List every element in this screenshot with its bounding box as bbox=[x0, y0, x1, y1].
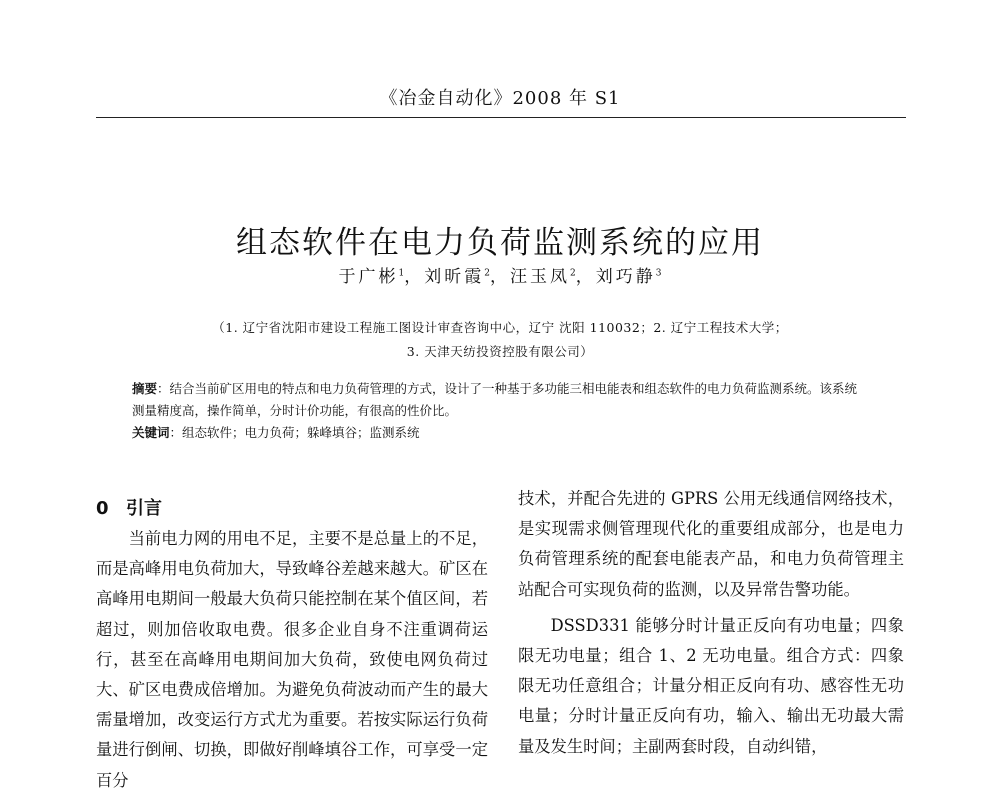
right-column bbox=[518, 484, 904, 762]
author-name: 汪玉凤 bbox=[510, 267, 570, 287]
author-list bbox=[0, 262, 1000, 287]
body-paragraph-1: 技术，并配合先进的 GPRS 公用无线通信网络技术，是实现需求侧管理现代化的重要组成部分，也是电力负荷管理系统的配套电能表产品，和电力负荷管理主站配合可实现负荷的监测，以及异常告警功能。 bbox=[518, 489, 904, 599]
section-heading bbox=[96, 496, 488, 522]
author-separator: ， bbox=[575, 267, 596, 287]
journal-header: 《冶金自动化》2008 年 S1 bbox=[379, 88, 621, 109]
keywords bbox=[132, 422, 868, 444]
section-title: 引言 bbox=[126, 498, 162, 519]
author-affiliation-mark: 1 bbox=[398, 268, 405, 279]
affiliation-line-1: （1. 辽宁省沈阳市建设工程施工图设计审查咨询中心，辽宁 沈阳 110032；2. 辽宁工程技术大学； bbox=[212, 320, 788, 335]
author-separator: ， bbox=[404, 267, 425, 287]
intro-paragraph: 当前电力网的用电不足，主要不是总量上的不足，而是高峰用电负荷加大，导致峰谷差越来越大。矿区在高峰用电期间一般最大负荷只能控制在某个值区间，若超过，则加倍收取电费。很多企业自身不注重调荷运行，甚至在高峰用电期间加大负荷，致使电网负荷过大、矿区电费成倍增加。为避免负荷波动而产生的最大需量增加，改变运行方式尤为重要。若按实际运行负荷量进行倒闸、切换，即做好削峰填谷工作，可享受一定百分 bbox=[96, 529, 488, 790]
abstract-text: ：结合当前矿区用电的特点和电力负荷管理的方式，设计了一种基于多功能三相电能表和组态软件的电力负荷监测系统。该系统测量精度高，操作简单，分时计价功能，有很高的性价比。 bbox=[132, 381, 858, 418]
keywords-text: ：组态软件；电力负荷；躲峰填谷；监测系统 bbox=[169, 425, 420, 440]
keywords-label: 关键词 bbox=[132, 425, 170, 440]
author-separator: ， bbox=[490, 267, 510, 287]
abstract-block bbox=[132, 378, 868, 444]
author-name: 于广彬 bbox=[338, 267, 399, 287]
section-number: 0 bbox=[96, 498, 109, 519]
author-name: 刘昕霞 bbox=[424, 267, 485, 287]
author-name: 刘巧静 bbox=[595, 267, 656, 287]
header-rule bbox=[96, 117, 906, 118]
abstract bbox=[132, 378, 868, 422]
affiliation-line-2: 3. 天津天纺投资控股有限公司） bbox=[406, 344, 594, 359]
author-affiliation-mark: 2 bbox=[570, 268, 576, 279]
author-affiliation-mark: 3 bbox=[655, 268, 662, 279]
left-column bbox=[96, 496, 488, 796]
paper-title: 组态软件在电力负荷监测系统的应用 bbox=[236, 224, 764, 261]
abstract-label: 摘要 bbox=[132, 381, 158, 396]
author-affiliation-mark: 2 bbox=[484, 268, 490, 279]
body-paragraph-2: DSSD331 能够分时计量正反向有功电量；四象限无功电量；组合 1、2 无功电量。组合方式：四象限无功任意组合；计量分相正反向有功、感容性无功电量；分时计量正反向有功，输入、输出无功最大需量及发生时间；主副两套时段，自动纠错， bbox=[518, 615, 904, 756]
